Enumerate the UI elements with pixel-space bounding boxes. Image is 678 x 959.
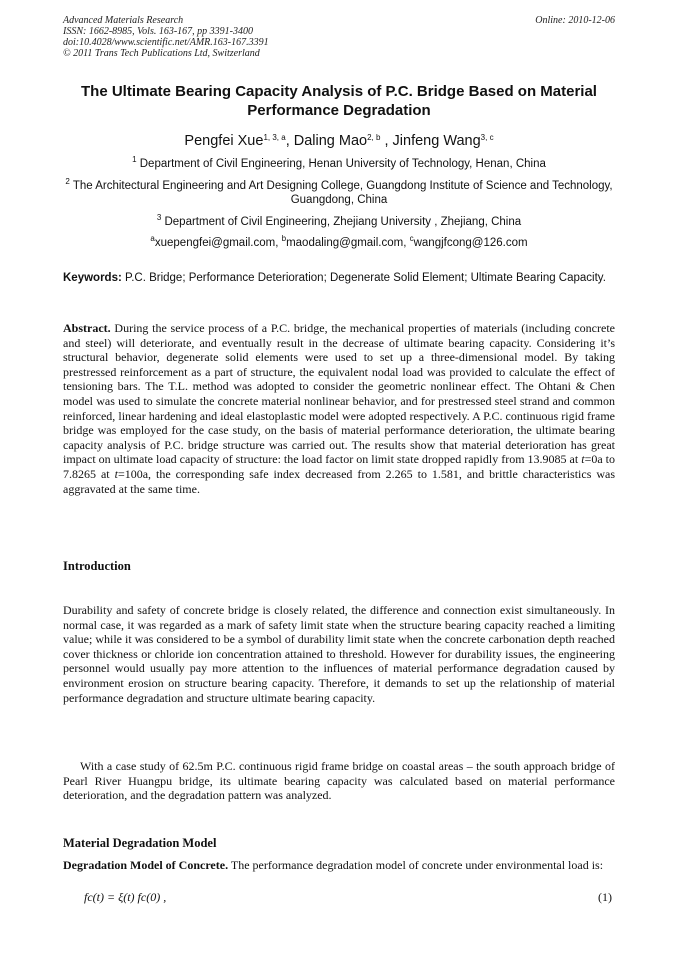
affiliation-sup: 3: [156, 213, 162, 222]
subsection-label: Degradation Model of Concrete.: [63, 858, 229, 872]
email-list: $^a$xuepengfei@gmail.com, $^b$maodaling@gmail.com, $^c$wangjfcong@126.com: [150, 234, 528, 249]
section-heading-introduction: Introduction: [63, 559, 131, 573]
abstract-label: Abstract.: [63, 321, 111, 335]
author-list: Pengfei Xue$^{1, 3, a}$, Daling Mao$^{2, b}$ , Jinfeng Wang$^{3, c}$: [184, 133, 494, 149]
affiliation: [50, 179, 628, 207]
affiliation: [50, 157, 628, 171]
affiliation-sup: 1: [132, 155, 137, 164]
intro-paragraph-1: Durability and safety of concrete bridge is closely related, the difference and connection exist simultaneously. In normal case, it was regarded as a mark of safety limit state when the structure bearing capacity reached a limiting value; while it was considered to be a symbol of durability limit state when the concrete carbonation depth reached cover thickness or chloride ion concentration attained to threshold. However for durability issues, the engineering personnel would usually pay more attention to the influences of material performance degradation caused by environment erosion on structure bearing capacity. Therefore, it demands to set up the relationship of material performance degradation and structure ultimate bearing capacity.: [63, 603, 615, 705]
author-name: Pengfei Xue: [184, 133, 264, 149]
equation-1: fc(t) = ξ(t) fc(0) ,: [84, 890, 167, 904]
email: wangjfcong@126.com: [413, 237, 528, 249]
email: maodaling@gmail.com: [286, 237, 404, 249]
abstract-text: =0a to 7.8265 at: [63, 452, 616, 481]
concrete-model-paragraph: [63, 858, 615, 873]
doi: doi:10.4028/www.scientific.net/AMR.163-167.3391: [63, 37, 269, 48]
keywords-label: Keywords:: [63, 272, 122, 284]
email-sup: c: [409, 234, 414, 243]
journal-header: [63, 15, 615, 59]
paper-title: The Ultimate Bearing Capacity Analysis of P.C. Bridge Based on Material Performance Degradation: [81, 83, 597, 119]
abstract-text: During the service process of a P.C. bridge, the mechanical properties of materials (including concrete and steel) will deteriorate, and eventually result in the decrease of ultimate bearing capacity. Considering it’s structural behavior, degenerate solid elements were used to set up a three-dimensional model. By taking prestressed reinforcement as a part of structure, the equivalent nodal load was provided to calculate the effect of tensioning bars. The T.L. method was adopted to consider the geometric nonlinear effect. The Ohtani & Chen model was used to simulate the concrete material nonlinear behavior, and for prestressed steel strand and common reinforced, linear hardening and ideal elastoplastic model were adopted respectively. A P.C. continuous rigid frame bridge was employed for the case study, on the basis of material performance deterioration, the ultimate bearing capacity analysis of P.C. bridge structure was carried out. The results show that material deterioration has great impact on ultimate load capacity of structure: the load factor on limit state dropped rapidly from 13.9085 at: [63, 321, 615, 467]
abstract: [63, 321, 615, 496]
abstract-text: =100a, the corresponding safe index decreased from 2.265 to 1.581, and brittle characteristics was aggravated at the same time.: [63, 466, 616, 496]
affiliation-text: Department of Civil Engineering, Henan University of Technology, Henan, China: [139, 158, 546, 170]
author-name: Daling Mao: [293, 133, 368, 149]
section-heading-material: Material Degradation Model: [63, 836, 217, 850]
author-sup: 2, b: [367, 133, 381, 142]
journal-name: Advanced Materials Research: [63, 15, 184, 26]
affiliation: [50, 215, 628, 229]
author-sup: 3, c: [480, 133, 494, 142]
abstract-var: t: [114, 466, 118, 481]
online-date: Online: 2010-12-06: [535, 15, 615, 26]
email-sup: b: [281, 234, 287, 243]
affiliation-sup: 2: [65, 177, 70, 186]
abstract-var: t: [581, 452, 585, 467]
email-sup: a: [150, 234, 155, 243]
keywords-text: P.C. Bridge; Performance Deterioration; Degenerate Solid Element; Ultimate Bearing Capacity.: [125, 272, 606, 284]
equation-number: (1): [598, 890, 612, 904]
author-sup: 1, 3, a: [263, 133, 286, 142]
affiliation-text: The Architectural Engineering and Art Designing College, Guangdong Institute of Science and Technology, Guangdong, China: [72, 180, 613, 206]
affiliation-text: Department of Civil Engineering, Zhejiang University , Zhejiang, China: [164, 216, 522, 228]
copyright: © 2011 Trans Tech Publications Ltd, Switzerland: [63, 48, 260, 59]
intro-paragraph-2: With a case study of 62.5m P.C. continuous rigid frame bridge on coastal areas – the south approach bridge of Pearl River Huangpu bridge, its ultimate bearing capacity was calculated based on material performance deterioration, and the degradation pattern was analyzed.: [63, 759, 615, 803]
subsection-text: The performance degradation model of concrete under environmental load is:: [230, 858, 604, 872]
issn: ISSN: 1662-8985, Vols. 163-167, pp 3391-3400: [63, 26, 253, 37]
author-name: Jinfeng Wang: [392, 133, 481, 149]
keywords: [63, 271, 615, 286]
email: xuepengfei@gmail.com: [154, 237, 276, 249]
